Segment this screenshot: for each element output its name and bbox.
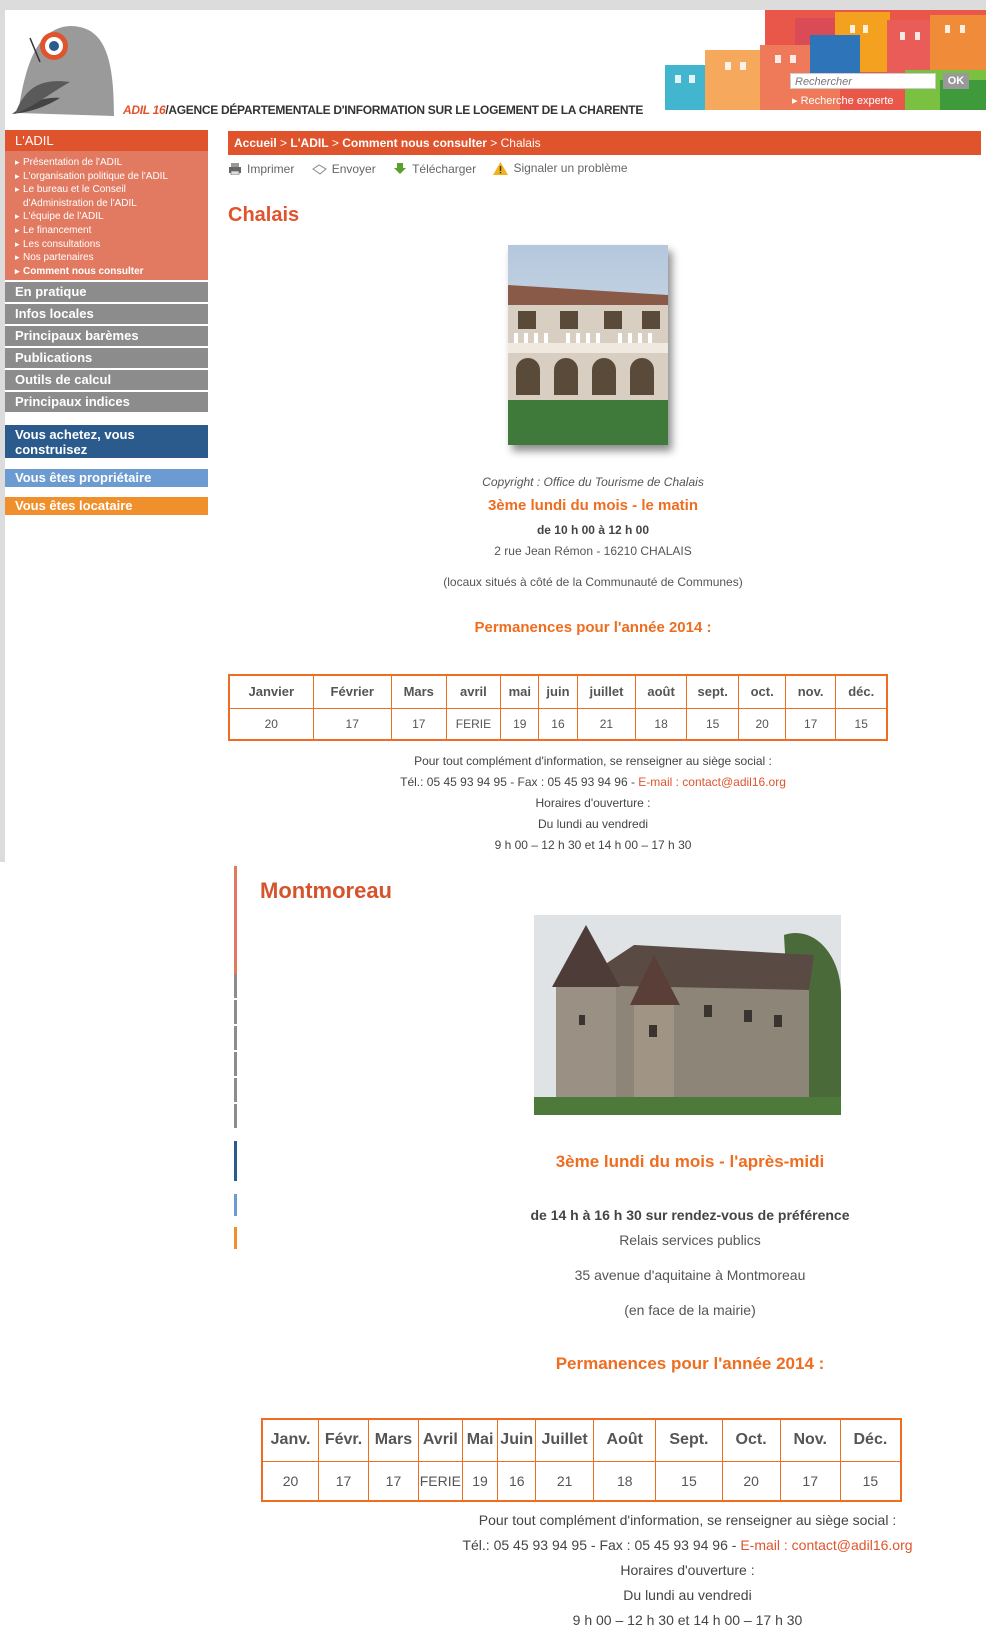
breadcrumb-home[interactable]: Accueil (234, 136, 277, 150)
month-cell: mai (501, 675, 539, 708)
warning-icon (493, 162, 508, 175)
month-cell: Mars (368, 1419, 418, 1461)
day-cell: 17 (368, 1461, 418, 1501)
opening-label: Horaires d'ouverture : (535, 796, 651, 810)
send-button[interactable] (312, 162, 376, 176)
montmoreau-hours: de 14 h à 16 h 30 sur rendez-vous de préférence (530, 1207, 850, 1223)
sidebar-item-en-pratique[interactable]: En pratique (5, 282, 208, 302)
day-cell: 20 (722, 1461, 780, 1501)
day-cell: 16 (498, 1461, 536, 1501)
sidebar-item-proprietaire[interactable]: Vous êtes propriétaire (5, 469, 208, 487)
day-cell: 19 (501, 708, 539, 740)
sidebar-item-partenaires[interactable]: ▸ Nos partenaires (15, 251, 202, 265)
montmoreau-schedule: 3ème lundi du mois - l'après-midi (555, 1152, 825, 1171)
sidebar-item-locataire[interactable]: Vous êtes locataire (5, 497, 208, 515)
sidebar-submenu (5, 151, 208, 280)
month-cell: Nov. (780, 1419, 840, 1461)
day-cell: 15 (836, 708, 887, 740)
sidebar-item-publications[interactable]: Publications (5, 348, 208, 368)
opening-days: Du lundi au vendredi (537, 817, 649, 831)
download-label: Télécharger (412, 161, 477, 176)
montmoreau-photo (534, 915, 841, 1115)
month-cell: Mars (391, 675, 446, 708)
page-title-chalais: Chalais (228, 204, 300, 226)
sidebar-item-financement[interactable]: ▸ Le financement (15, 224, 202, 238)
sidebar-edge-blue (234, 1141, 237, 1181)
table-header-row (229, 675, 887, 708)
month-cell: Août (594, 1419, 656, 1461)
sidebar-item-organisation[interactable]: ▸ L'organisation politique de l'ADIL (15, 170, 202, 184)
day-cell: 15 (686, 708, 739, 740)
sidebar-item-bureau-cont[interactable]: d'Administration de l'ADIL (23, 197, 137, 209)
day-cell: 17 (785, 708, 836, 740)
email-link[interactable]: contact@adil16.org (791, 1537, 913, 1553)
sidebar (5, 130, 208, 515)
adil-logo-icon[interactable] (10, 18, 115, 116)
breadcrumb-sep: > (328, 136, 343, 150)
contact-phone: Tél.: 05 45 93 94 95 - Fax : 05 45 93 94 96 - (462, 1537, 741, 1553)
breadcrumb (228, 131, 981, 155)
chalais-address: 2 rue Jean Rémon - 16210 CHALAIS (494, 544, 692, 558)
month-cell: Sept. (656, 1419, 722, 1461)
day-cell: 20 (739, 708, 785, 740)
contact-phone: Tél.: 05 45 93 94 95 - Fax : 05 45 93 94 96 - (400, 775, 639, 789)
search-input[interactable]: Rechercher (790, 73, 936, 89)
search-ok-button[interactable]: OK (943, 73, 969, 89)
day-cell: 21 (536, 1461, 594, 1501)
breadcrumb-current: Chalais (500, 136, 541, 150)
day-cell: 16 (539, 708, 577, 740)
month-cell: avril (446, 675, 501, 708)
month-cell: Mai (462, 1419, 498, 1461)
contact-phone-line (400, 1537, 975, 1553)
chalais-location-note: (locaux situés à côté de la Communauté de Communes) (443, 575, 743, 589)
table-row (229, 708, 887, 740)
email-label: E-mail : (740, 1537, 792, 1553)
expert-search-link[interactable]: ▸ Recherche experte (792, 95, 894, 107)
day-cell: 17 (780, 1461, 840, 1501)
chalais-hours: de 10 h 00 à 12 h 00 (536, 523, 650, 537)
sidebar-item-achetez[interactable]: Vous achetez, vous construisez (5, 425, 208, 458)
print-button[interactable] (228, 162, 294, 176)
sidebar-edge-lightblue (234, 1194, 237, 1216)
month-cell: Juillet (536, 1419, 594, 1461)
sidebar-edge-grey (234, 1000, 237, 1024)
printer-icon (228, 163, 242, 175)
download-button[interactable] (393, 162, 476, 176)
report-label: Signaler un problème (513, 161, 628, 175)
sidebar-edge-grey (234, 1078, 237, 1102)
chalais-photo (508, 245, 668, 445)
month-cell: Févr. (319, 1419, 369, 1461)
expert-search-label: Recherche experte (800, 95, 894, 107)
month-cell: oct. (739, 675, 785, 708)
sidebar-item-bureau[interactable]: ▸ Le bureau et le Conseil (15, 183, 202, 197)
table-header-row (262, 1419, 901, 1461)
sidebar-item-infos-locales[interactable]: Infos locales (5, 304, 208, 324)
day-cell: 18 (594, 1461, 656, 1501)
month-cell: nov. (785, 675, 836, 708)
month-cell: Janvier (229, 675, 313, 708)
day-cell: 18 (636, 708, 687, 740)
report-button[interactable] (493, 161, 627, 175)
month-cell: déc. (836, 675, 887, 708)
opening-hours: 9 h 00 – 12 h 30 et 14 h 00 – 17 h 30 (494, 838, 692, 852)
contact-info-line: Pour tout complément d'information, se renseigner au siège social : (478, 1512, 897, 1528)
sidebar-item-indices[interactable]: Principaux indices (5, 392, 208, 412)
breadcrumb-adil[interactable]: L'ADIL (290, 136, 329, 150)
chalais-calendar-table (228, 674, 888, 741)
page-toolbar (228, 161, 642, 178)
page-title-montmoreau: Montmoreau (260, 878, 392, 903)
month-cell: Février (313, 675, 391, 708)
day-cell: 20 (262, 1461, 319, 1501)
day-cell: FERIE (446, 708, 501, 740)
download-icon (393, 163, 407, 175)
sidebar-edge-grey (234, 1104, 237, 1128)
month-cell: Juin (498, 1419, 536, 1461)
month-cell: Avril (418, 1419, 462, 1461)
sidebar-edge-orange (234, 1227, 237, 1249)
opening-hours: 9 h 00 – 12 h 30 et 14 h 00 – 17 h 30 (572, 1612, 803, 1628)
chalais-permanences-heading: Permanences pour l'année 2014 : (474, 619, 712, 636)
site-title (123, 103, 643, 117)
site-name: /AGENCE DÉPARTEMENTALE D'INFORMATION SUR LE LOGEMENT DE LA CHARENTE (165, 103, 644, 117)
sidebar-section-adil[interactable]: L'ADIL (5, 130, 208, 151)
month-cell: août (636, 675, 687, 708)
breadcrumb-comment-consulter[interactable]: Comment nous consulter (342, 136, 487, 150)
breadcrumb-sep: > (276, 136, 291, 150)
breadcrumb-sep: > (486, 136, 501, 150)
sidebar-item-outils-calcul[interactable]: Outils de calcul (5, 370, 208, 390)
month-cell: Oct. (722, 1419, 780, 1461)
month-cell: Déc. (840, 1419, 901, 1461)
montmoreau-address: 35 avenue d'aquitaine à Montmoreau (574, 1267, 806, 1283)
site-brand: ADIL 16 (123, 103, 166, 117)
day-cell: 21 (577, 708, 636, 740)
montmoreau-permanences-heading: Permanences pour l'année 2014 : (555, 1354, 825, 1373)
opening-label: Horaires d'ouverture : (620, 1562, 755, 1578)
email-label: E-mail : (638, 775, 683, 789)
montmoreau-location-note: (en face de la mairie) (624, 1302, 756, 1318)
contact-info-line: Pour tout complément d'information, se renseigner au siège social : (414, 754, 772, 768)
sidebar-item-comment-consulter[interactable]: ▸ Comment nous consulter (15, 265, 202, 279)
print-label: Imprimer (247, 161, 295, 176)
day-cell: 15 (840, 1461, 901, 1501)
opening-days: Du lundi au vendredi (623, 1587, 752, 1603)
sidebar-edge-grey (234, 974, 237, 998)
montmoreau-venue: Relais services publics (619, 1232, 761, 1248)
sidebar-item-consultations[interactable]: ▸ Les consultations (15, 238, 202, 252)
day-cell: 15 (656, 1461, 722, 1501)
day-cell: 17 (319, 1461, 369, 1501)
send-label: Envoyer (331, 162, 376, 176)
month-cell: Janv. (262, 1419, 319, 1461)
chalais-schedule: 3ème lundi du mois - le matin (487, 497, 699, 514)
month-cell: sept. (686, 675, 739, 708)
sidebar-edge-adil (234, 866, 237, 974)
day-cell: 17 (313, 708, 391, 740)
sidebar-item-baremes[interactable]: Principaux barèmes (5, 326, 208, 346)
email-link[interactable]: contact@adil16.org (682, 775, 786, 789)
envelope-icon (312, 164, 327, 175)
day-cell: 19 (462, 1461, 498, 1501)
table-row (262, 1461, 901, 1501)
sidebar-item-presentation[interactable]: ▸ Présentation de l'ADIL (15, 156, 202, 170)
sidebar-edge-grey (234, 1026, 237, 1050)
sidebar-item-equipe[interactable]: ▸ L'équipe de l'ADIL (15, 210, 202, 224)
month-cell: juin (539, 675, 577, 708)
montmoreau-calendar-table (261, 1418, 902, 1502)
day-cell: 20 (229, 708, 313, 740)
day-cell: 17 (391, 708, 446, 740)
day-cell: FERIE (418, 1461, 462, 1501)
contact-phone-line (228, 775, 958, 789)
month-cell: juillet (577, 675, 636, 708)
sidebar-edge-grey (234, 1052, 237, 1076)
photo-copyright: Copyright : Office du Tourisme de Chalais (482, 475, 704, 489)
